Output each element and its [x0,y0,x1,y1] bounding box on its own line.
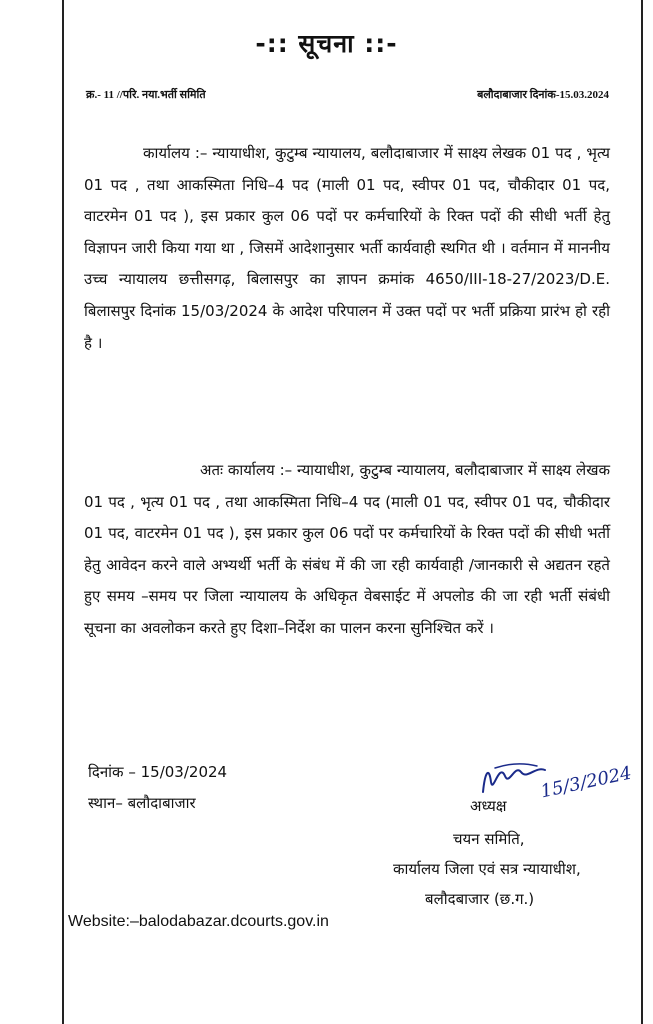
signatory-location: बलौदबाजार (छ.ग.) [425,890,535,908]
website-link: Website:–balodabazar.dcourts.gov.in [68,913,329,930]
signatory-office: कार्यालय जिला एवं सत्र न्यायाधीश, [393,860,581,878]
place-line: स्थान– बलौदाबाजार [88,794,196,812]
notice-paragraph-2: अतः कार्यालय :– न्यायाधीश, कुटुम्ब न्यायालय, बलौदाबाजार में साक्ष्य लेखक 01 पद , भृत्य 01 पद , तथा आकस्मिता निधि–4 पद (माली 01 पद, स्वीपर 01 पद, चौकीदार 01 पद, वाटरमेन 01 पद ), इस प्रकार कुल 06 पदों पर कर्मचारियों के रिक्त पदों की सीधी भर्ती हेतु आवेदन करने वाले अभ्यर्थी भर्ती के संबंध में की जा रही कार्यवाही /जानकारी से अद्यतन रहते हुए समय –समय पर जिला न्यायालय के अधिकृत वेबसाईट में अपलोड की जा रही भर्ती संबंधी सूचना का अवलोकन करते हुए दिशा–निर्देश का पालन करना सुनिश्चित करें । [84,461,610,637]
header-place-date: बलौदाबाजार दिनांक-15.03.2024 [477,89,609,101]
signatory-committee: चयन समिति, [453,830,525,848]
reference-number: क्र.- 11 //परि. नया.भर्ती समिति [86,89,206,101]
notice-title: -:: सूचना ::- [255,29,398,58]
date-line: दिनांक – 15/03/2024 [88,763,228,781]
signatory-designation: अध्यक्ष [470,797,507,815]
signature-date: 15/3/2024 [538,762,634,803]
notice-paragraph-1: कार्यालय :– न्यायाधीश, कुटुम्ब न्यायालय, बलौदाबाजार में साक्ष्य लेखक 01 पद , भृत्य 01 पद , तथा आकस्मिता निधि–4 पद (माली 01 पद, स्वीपर 01 पद, चौकीदार 01 पद, वाटरमेन 01 पद ), इस प्रकार कुल 06 पदों पर कर्मचारियों के रिक्त पदों की सीधी भर्ती हेतु विज्ञापन जारी किया गया था , जिसमें आदेशानुसार भर्ती कार्यवाही स्थगित थी । वर्तमान में माननीय उच्च न्यायालय छत्तीसगढ़, बिलासपुर का ज्ञापन क्रमांक 4650/III-18-27/2023/D.E. बिलासपुर दिनांक 15/03/2024 के आदेश परिपालन में उक्त पदों पर भर्ती प्रक्रिया प्रारंभ हो रही है । [84,144,610,352]
